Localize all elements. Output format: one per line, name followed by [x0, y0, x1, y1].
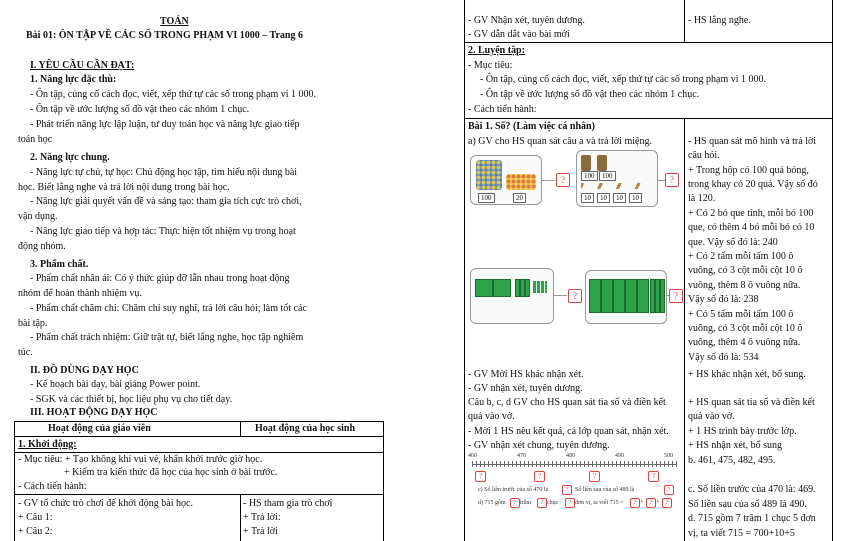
answer-box[interactable]: ?: [510, 498, 520, 508]
nl-question-d: d) 715 gồm: [478, 500, 506, 506]
text-line: + HS quan sát tia số và điền kết: [688, 397, 815, 408]
label-10: 10: [581, 193, 594, 203]
tick-label: 460: [468, 453, 477, 459]
section-1-1-heading: 1. Năng lực đặc thù:: [30, 74, 117, 85]
answer-box[interactable]: ?: [556, 173, 570, 187]
answer-box[interactable]: ?: [665, 173, 679, 187]
ten-rod: [660, 279, 665, 313]
table-border: [464, 0, 465, 541]
text-line: - HS lắng nghe.: [688, 15, 751, 26]
hundred-block: [475, 279, 493, 297]
text-line: - GV Mời HS khác nhận xét.: [468, 369, 584, 380]
text-line: vuông, có 3 cột mỗi cột 10 ô: [688, 265, 803, 276]
number-line-ticks: [472, 461, 677, 467]
section-1-heading: I. YÊU CẦU CẦN ĐẠT:: [30, 60, 135, 71]
nl-question-c: c) Số liền trước của số 470 là: [478, 487, 549, 493]
text-line: que. Vậy số đó là: 240: [688, 237, 778, 248]
answer-box[interactable]: ?: [589, 471, 600, 482]
text-line: a) GV cho HS quan sát câu a và trả lời miệng.: [468, 136, 652, 147]
text-line: vuông, có 3 cột mỗi cột 10 ô: [688, 323, 803, 334]
balls-figure: [470, 155, 542, 205]
label-100: 100: [599, 171, 616, 181]
subject-title: TOÁN: [160, 16, 189, 27]
text-line: + Có 2 bó que tính, mỗi bó 100: [688, 208, 814, 219]
text-line: Câu b, c, d GV cho HS quan sát tia số và điền kết: [468, 397, 666, 408]
table-header-student: Hoạt động của học sinh: [255, 423, 356, 434]
text-line: + Câu 1:: [18, 512, 53, 523]
nl-plus: +: [656, 500, 660, 506]
ten-rod: [525, 279, 530, 297]
answer-box[interactable]: ?: [646, 498, 656, 508]
text-line: + HS nhận xét, bổ sung: [688, 440, 782, 451]
table-border: [240, 421, 241, 437]
answer-box[interactable]: ?: [562, 485, 572, 495]
text-line: - Năng lực tự chủ, tự học: Chủ động học tập, tìm hiểu nội dung bài: [30, 167, 298, 178]
text-line: - Kế hoạch bài dạy, bài giảng Power point.: [30, 379, 201, 390]
arrow: [657, 180, 665, 181]
stick-singles-image: [581, 183, 651, 189]
text-line: d. 715 gồm 7 trăm 1 chục 5 đơn: [688, 513, 816, 524]
table-border: [14, 436, 383, 437]
text-line: vận dụng.: [18, 211, 58, 222]
exercise-1-heading: Bài 1. Số? (Làm việc cá nhân): [468, 121, 595, 132]
text-line: - Năng lực giao tiếp và hợp tác: Thực hiện tốt nhiệm vụ trong hoạt: [30, 226, 296, 237]
text-line: c. Số liền trước của 470 là: 469.: [688, 484, 816, 495]
section-1-2-heading: 2. Năng lực chung.: [30, 152, 110, 163]
text-line: quả vào vở.: [468, 411, 515, 422]
table-header-teacher: Hoạt động của giáo viên: [48, 423, 151, 434]
text-line: - Mời 1 HS nêu kết quả, cả lớp quan sát, nhận xét.: [468, 426, 669, 437]
text-line: + 1 HS trình bày trước lớp.: [688, 426, 797, 437]
text-line: - HS quan sát mô hình và trả lời: [688, 136, 817, 147]
text-line: + Trả lời: [243, 526, 278, 537]
text-line: - Ôn tập về ước lượng số đồ vật theo các nhóm 1 chục.: [30, 104, 250, 115]
right-page: [458, 0, 844, 541]
text-line: - Phát triển năng lực lập luận, tư duy toán học và năng lực giao tiếp: [30, 119, 300, 130]
answer-box[interactable]: ?: [534, 471, 545, 482]
left-page: [0, 0, 396, 541]
text-line: - Ôn tập, củng cố cách đọc, viết, xếp thứ tự các số trong phạm vi 1 000.: [480, 74, 767, 85]
nl-word: đơn vị, ta viết 715 =: [575, 500, 624, 506]
text-line: - Phẩm chất trách nhiệm: Giữ trật tự, biết lắng nghe, học tập nghiêm: [30, 332, 304, 343]
page-gutter: [396, 0, 458, 541]
nl-word: trăm: [520, 500, 531, 506]
answer-box[interactable]: ?: [669, 289, 683, 303]
hundred-block: [613, 279, 625, 313]
text-line: Số liền sau của số 489 là 490.: [688, 499, 807, 510]
blocks-figure-1: [470, 268, 554, 324]
arrow: [553, 295, 567, 296]
text-line: - GV Nhận xét, tuyên dương.: [468, 15, 585, 26]
text-line: nhóm để hoàn thành nhiệm vụ.: [18, 288, 142, 299]
answer-box[interactable]: ?: [475, 471, 486, 482]
text-line: - GV nhận xét chung, tuyên dương.: [468, 440, 610, 451]
text-line: - Ôn tập, củng cố cách đọc, viết, xếp thứ tự các số trong phạm vi 1 000.: [30, 89, 317, 100]
label-10: 10: [613, 193, 626, 203]
text-line: - Ôn tập về ước lượng số đồ vật theo các nhóm 1 chục.: [480, 89, 700, 100]
text-line: - Mục tiêu: + Tạo không khí vui vẻ, khấn khởi trước giờ học.: [18, 454, 263, 465]
text-line: - Cách tiến hành:: [18, 481, 87, 492]
table-border: [14, 421, 15, 541]
text-line: học. Biết lắng nghe và trả lời nội dung trong bài học.: [18, 182, 230, 193]
text-line: - HS tham gia trò chơi: [243, 498, 333, 509]
text-line: động nhóm.: [18, 241, 66, 252]
text-line: - SGK và các thiết bị, học liệu phụ vụ cho tiết dạy.: [30, 394, 233, 405]
text-line: vuông, thêm 8 ô vuông nữa.: [688, 280, 801, 291]
text-line: b. 461, 475, 482, 495.: [688, 455, 776, 466]
tick-label: 470: [517, 453, 526, 459]
text-line: là 120.: [688, 193, 716, 204]
section-1-3-heading: 3. Phẩm chất.: [30, 259, 89, 270]
ball-box-image: [476, 160, 502, 190]
arrow: [541, 180, 555, 181]
text-line: + Kiểm tra kiến thức đã học của học sinh ở bài trước.: [64, 467, 278, 478]
text-line: túc.: [18, 347, 33, 358]
table-border: [14, 452, 383, 453]
text-line: quả vào vở.: [688, 411, 735, 422]
table-border: [14, 494, 383, 495]
activity-1-heading: 1. Khởi động:: [18, 439, 77, 450]
tick-label: 490: [615, 453, 624, 459]
text-line: - Năng lực giải quyết vấn đề và sáng tạo: tham gia tích cực trò chơi,: [30, 196, 302, 207]
text-line: + Trả lời:: [243, 512, 281, 523]
text-line: câu hỏi.: [688, 150, 720, 161]
section-3-heading: III. HOẠT ĐỘNG DẠY HỌC: [30, 407, 158, 418]
answer-box[interactable]: ?: [565, 498, 575, 508]
blocks-figure-2: [585, 270, 667, 324]
table-border: [240, 494, 241, 541]
nl-question-c2: Số liền sau của số 489 là: [575, 487, 635, 493]
text-line: Vậy số đó là: 238: [688, 294, 759, 305]
table-border: [832, 0, 833, 541]
text-line: - Mục tiêu:: [468, 60, 513, 71]
text-line: vị, ta viết 715 = 700+10+5: [688, 528, 795, 539]
label-10: 10: [597, 193, 610, 203]
table-border: [464, 118, 832, 119]
nl-plus: +: [640, 500, 644, 506]
label-10: 10: [629, 193, 642, 203]
answer-box[interactable]: ?: [630, 498, 640, 508]
text-line: que, có thêm 4 bó mỗi bó có 10: [688, 222, 815, 233]
table-border: [383, 421, 384, 541]
answer-box[interactable]: ?: [662, 498, 672, 508]
table-border: [464, 42, 832, 43]
text-line: + Câu 2:: [18, 526, 53, 537]
text-line: trong khay có 20 quả. Vậy số đó: [688, 179, 818, 190]
ball-tray-image: [506, 174, 536, 190]
text-line: + HS khác nhận xét, bổ sung.: [688, 369, 806, 380]
stick-bundle-image: [581, 155, 591, 171]
text-line: - Cách tiến hành:: [468, 104, 537, 115]
text-line: vuông, thêm 4 ô vuông nữa.: [688, 337, 801, 348]
table-border: [684, 0, 685, 42]
text-line: - Phẩm chất chăm chỉ: Chăm chỉ suy nghĩ, trả lời câu hỏi; làm tốt các: [30, 303, 307, 314]
sticks-figure: [576, 150, 658, 207]
hundred-block: [589, 279, 601, 313]
stick-bundle-image: [597, 155, 607, 171]
text-line: - GV nhận xét, tuyên dương.: [468, 383, 583, 394]
text-line: - GV tổ chức trò chơi để khởi động bài học.: [18, 498, 193, 509]
nl-word: chục: [547, 500, 559, 506]
table-border: [684, 118, 685, 541]
hundred-block: [637, 279, 649, 313]
tick-label: 480: [566, 453, 575, 459]
label-100: 100: [478, 193, 495, 203]
answer-box[interactable]: ?: [537, 498, 547, 508]
text-line: Vậy số đó là: 534: [688, 352, 759, 363]
label-100: 100: [581, 171, 598, 181]
activity-2-heading: 2. Luyện tập:: [468, 45, 525, 56]
label-20: 20: [513, 193, 526, 203]
answer-box[interactable]: ?: [664, 485, 674, 495]
hundred-block: [493, 279, 511, 297]
text-line: - GV dẫn dắt vào bài mới: [468, 29, 570, 40]
table-border: [14, 421, 383, 422]
answer-box[interactable]: ?: [648, 471, 659, 482]
text-line: bài tập.: [18, 318, 48, 329]
unit-cubes: [533, 281, 547, 293]
tick-label: 500: [664, 453, 673, 459]
answer-box[interactable]: ?: [568, 289, 582, 303]
text-line: - Phẩm chất nhân ái: Có ý thức giúp đỡ lẫn nhau trong hoạt động: [30, 273, 290, 284]
text-line: + Có 2 tấm mỗi tấm 100 ô: [688, 251, 794, 262]
hundred-block: [601, 279, 613, 313]
text-line: + Trong hộp có 100 quả bóng,: [688, 165, 809, 176]
section-2-heading: II. ĐỒ DÙNG DẠY HỌC: [30, 365, 139, 376]
hundred-block: [625, 279, 637, 313]
text-line: toán học: [18, 134, 53, 145]
lesson-title: Bài 01: ÔN TẬP VỀ CÁC SỐ TRONG PHẠM VI 1000 – Trang 6: [26, 30, 303, 41]
text-line: + Có 5 tấm mỗi tấm 100 ô: [688, 309, 794, 320]
